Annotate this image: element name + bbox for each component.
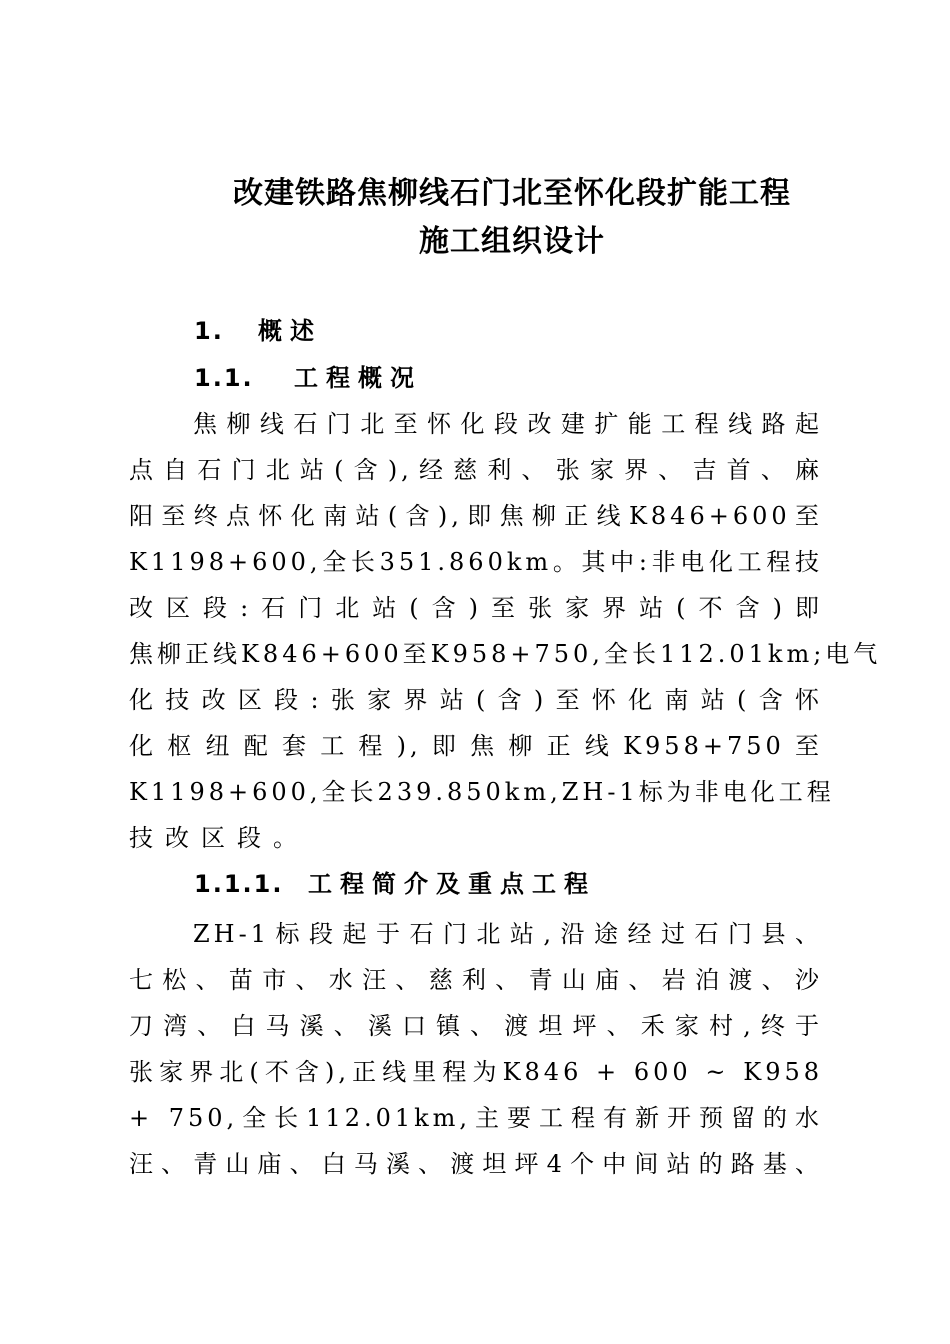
paragraph-line: 刀湾、白马溪、溪口镇、渡坦坪、禾家村,终于 [129,1012,823,1040]
paragraph-project-summary [129,911,823,1187]
section-number: 1.1.1. [194,870,284,898]
section-heading-1-1 [194,362,422,394]
section-title: 工程概况 [294,364,422,392]
paragraph-line: 改区段:石门北站(含)至张家界站(不含)即 [129,594,823,622]
paragraph-line: + 750,全长112.01km,主要工程有新开预留的水 [129,1104,823,1132]
paragraph-line: K1198+600,全长351.860km。其中:非电化工程技 [129,548,823,576]
section-title: 工程简介及重点工程 [308,870,596,898]
paragraph-line: 点自石门北站(含),经慈利、张家界、吉首、麻 [129,456,823,484]
paragraph-line: 焦柳线石门北至怀化段改建扩能工程线路起 [193,410,823,438]
paragraph-line: K1198+600,全长239.850km,ZH-1标为非电化工程 [129,778,835,806]
paragraph-line: 技改区段。 [129,824,309,852]
section-title: 概述 [258,317,322,345]
paragraph-project-overview [129,401,882,861]
paragraph-line: 汪、青山庙、白马溪、渡坦坪4个中间站的路基、 [129,1150,823,1178]
document-title-line2: 施工组织设计 [419,224,605,259]
paragraph-line: ZH-1标段起于石门北站,沿途经过石门县、 [193,920,823,948]
section-number: 1.1. [194,364,254,392]
paragraph-line: 七松、苗市、水汪、慈利、青山庙、岩泊渡、沙 [129,966,823,994]
document-title-line1: 改建铁路焦柳线石门北至怀化段扩能工程 [233,176,791,211]
paragraph-line: 张家界北(不含),正线里程为K846 + 600 ~ K958 [129,1058,823,1086]
section-number: 1. [194,317,224,345]
section-heading-1 [194,315,322,347]
section-heading-1-1-1 [194,868,596,900]
paragraph-line: 化枢纽配套工程),即焦柳正线K958+750至 [129,732,823,760]
paragraph-line: 化技改区段:张家界站(含)至怀化南站(含怀 [129,686,823,714]
paragraph-line: 阳至终点怀化南站(含),即焦柳正线K846+600至 [129,502,823,530]
paragraph-line: 焦柳正线K846+600至K958+750,全长112.01km;电气 [129,640,882,668]
